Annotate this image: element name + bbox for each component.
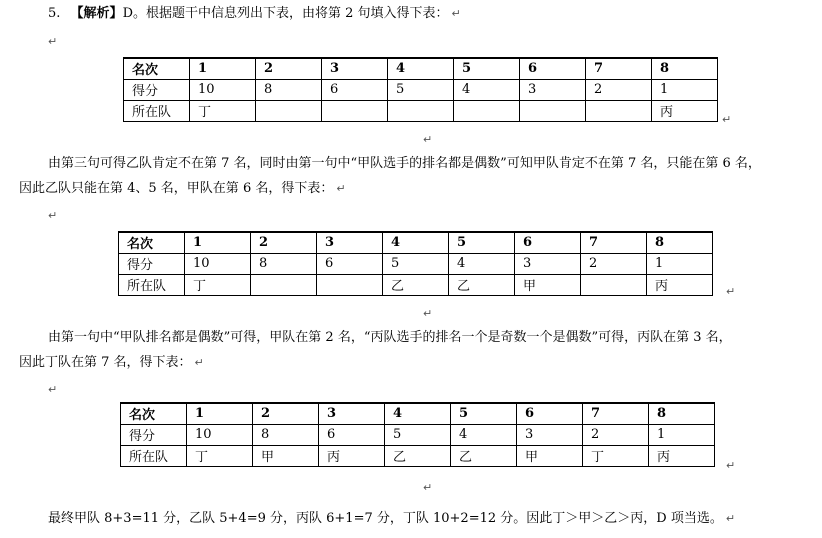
table-row bbox=[124, 58, 718, 79]
table-cell: 4 bbox=[383, 232, 449, 253]
table-cell: 所在队 bbox=[124, 100, 190, 121]
table-cell: 3 bbox=[319, 403, 385, 424]
paragraph-mark-icon: ↵ bbox=[451, 7, 461, 20]
table-cell: 8 bbox=[647, 232, 713, 253]
paragraph-2-line-1-text: 由第一句中“甲队排名都是偶数”可得，甲队在第 2 名，“丙队选手的排名一个是奇数一个是偶数”可得，丙队在第 3 名， bbox=[48, 330, 732, 345]
table-cell: 2 bbox=[583, 424, 649, 445]
table-cell: 乙 bbox=[451, 445, 517, 466]
table-cell: 10 bbox=[187, 424, 253, 445]
rank-table-3 bbox=[120, 402, 715, 467]
heading-text: D。根据题干中信息列出下表，由将第 2 句填入得下表： bbox=[122, 6, 449, 21]
table-cell: 乙 bbox=[383, 274, 449, 295]
table-cell: 2 bbox=[256, 58, 322, 79]
table-cell: 6 bbox=[322, 79, 388, 100]
table-cell: 得分 bbox=[121, 424, 187, 445]
table-cell bbox=[520, 100, 586, 121]
table-cell: 3 bbox=[515, 253, 581, 274]
table-cell: 5 bbox=[383, 253, 449, 274]
analysis-tag: 【解析】 bbox=[70, 6, 123, 21]
table-cell: 甲 bbox=[517, 445, 583, 466]
table-cell: 8 bbox=[253, 424, 319, 445]
table-cell: 8 bbox=[652, 58, 718, 79]
table-cell: 6 bbox=[517, 403, 583, 424]
paragraph-2-line-2-text: 因此丁队在第 7 名，得下表： bbox=[19, 355, 192, 370]
paragraph-mark-icon: ↵ bbox=[726, 285, 736, 298]
table-cell: 名次 bbox=[119, 232, 185, 253]
table-cell: 2 bbox=[253, 403, 319, 424]
paragraph-mark-icon: ↵ bbox=[423, 133, 433, 146]
table-cell: 3 bbox=[520, 79, 586, 100]
table-cell bbox=[454, 100, 520, 121]
table-row bbox=[121, 424, 715, 445]
table-cell: 1 bbox=[185, 232, 251, 253]
table-cell: 名次 bbox=[124, 58, 190, 79]
table-cell: 1 bbox=[649, 424, 715, 445]
table-cell: 3 bbox=[317, 232, 383, 253]
table-cell: 4 bbox=[449, 253, 515, 274]
table-cell: 所在队 bbox=[119, 274, 185, 295]
question-number: 5. bbox=[48, 6, 61, 21]
table-cell: 2 bbox=[586, 79, 652, 100]
table-cell: 名次 bbox=[121, 403, 187, 424]
table-cell: 5 bbox=[385, 424, 451, 445]
table-cell: 甲 bbox=[253, 445, 319, 466]
final-conclusion bbox=[48, 511, 735, 527]
table-cell: 丁 bbox=[187, 445, 253, 466]
table-cell: 4 bbox=[388, 58, 454, 79]
table-cell: 丙 bbox=[652, 100, 718, 121]
table-cell: 5 bbox=[449, 232, 515, 253]
table-cell: 丙 bbox=[649, 445, 715, 466]
table-cell: 所在队 bbox=[121, 445, 187, 466]
paragraph-mark-icon: ↵ bbox=[194, 356, 204, 369]
table-cell bbox=[251, 274, 317, 295]
table-cell: 得分 bbox=[119, 253, 185, 274]
table-cell: 6 bbox=[317, 253, 383, 274]
table-cell: 2 bbox=[251, 232, 317, 253]
table-cell: 10 bbox=[190, 79, 256, 100]
table-cell bbox=[322, 100, 388, 121]
paragraph-mark-icon: ↵ bbox=[725, 512, 736, 525]
paragraph-mark-icon: ↵ bbox=[423, 481, 433, 494]
table-cell bbox=[317, 274, 383, 295]
table-row bbox=[119, 274, 713, 295]
table-cell: 7 bbox=[586, 58, 652, 79]
table-cell: 丁 bbox=[583, 445, 649, 466]
table-cell: 7 bbox=[583, 403, 649, 424]
table-row bbox=[124, 79, 718, 100]
table-cell: 3 bbox=[322, 58, 388, 79]
table-row bbox=[119, 232, 713, 253]
paragraph-1-line-2 bbox=[19, 181, 346, 197]
paragraph-1-line-1: 由第三句可得乙队肯定不在第 7 名，同时由第一句中“甲队选手的排名都是偶数”可知甲队肯定不在第 7 名，只能在第 6 名， bbox=[48, 156, 761, 171]
table-cell: 1 bbox=[652, 79, 718, 100]
table-cell bbox=[581, 274, 647, 295]
table-cell: 乙 bbox=[449, 274, 515, 295]
table-cell: 5 bbox=[388, 79, 454, 100]
table-row bbox=[121, 403, 715, 424]
table-cell: 2 bbox=[581, 253, 647, 274]
table-cell: 10 bbox=[185, 253, 251, 274]
question-heading bbox=[48, 6, 461, 22]
table-cell: 6 bbox=[515, 232, 581, 253]
paragraph-mark-icon: ↵ bbox=[336, 182, 346, 195]
table-cell: 7 bbox=[581, 232, 647, 253]
table-row bbox=[124, 100, 718, 121]
final-conclusion-text: 最终甲队 8+3=11 分，乙队 5+4=9 分，丙队 6+1=7 分，丁队 10+2=12 分。因此丁＞甲＞乙＞丙，D 项当选。 bbox=[48, 511, 723, 526]
table-cell: 丙 bbox=[647, 274, 713, 295]
paragraph-2-line-2 bbox=[19, 355, 204, 371]
table-cell: 6 bbox=[520, 58, 586, 79]
table-row bbox=[119, 253, 713, 274]
table-cell bbox=[388, 100, 454, 121]
table-cell: 1 bbox=[190, 58, 256, 79]
table-cell: 5 bbox=[454, 58, 520, 79]
table-cell: 4 bbox=[385, 403, 451, 424]
table-cell: 6 bbox=[319, 424, 385, 445]
table-cell bbox=[586, 100, 652, 121]
table-cell: 1 bbox=[187, 403, 253, 424]
paragraph-2-line-1 bbox=[48, 330, 732, 346]
table-cell: 4 bbox=[451, 424, 517, 445]
paragraph-1-line-2-text: 因此乙队只能在第 4、5 名，甲队在第 6 名，得下表： bbox=[19, 181, 334, 196]
table-cell: 8 bbox=[251, 253, 317, 274]
rank-table-2 bbox=[118, 231, 713, 296]
table-cell: 1 bbox=[647, 253, 713, 274]
paragraph-mark-icon: ↵ bbox=[423, 307, 433, 320]
table-row bbox=[121, 445, 715, 466]
table-cell: 8 bbox=[649, 403, 715, 424]
paragraph-mark-icon: ↵ bbox=[722, 113, 732, 126]
table-cell: 丁 bbox=[190, 100, 256, 121]
table-cell: 5 bbox=[451, 403, 517, 424]
paragraph-mark-icon: ↵ bbox=[48, 209, 58, 222]
table-cell bbox=[256, 100, 322, 121]
table-cell: 丁 bbox=[185, 274, 251, 295]
table-cell: 得分 bbox=[124, 79, 190, 100]
table-cell: 乙 bbox=[385, 445, 451, 466]
table-cell: 丙 bbox=[319, 445, 385, 466]
paragraph-mark-icon: ↵ bbox=[48, 35, 58, 48]
rank-table-1 bbox=[123, 57, 718, 122]
paragraph-mark-icon: ↵ bbox=[726, 459, 736, 472]
table-cell: 4 bbox=[454, 79, 520, 100]
table-cell: 3 bbox=[517, 424, 583, 445]
table-cell: 8 bbox=[256, 79, 322, 100]
table-cell: 甲 bbox=[515, 274, 581, 295]
paragraph-mark-icon: ↵ bbox=[48, 383, 58, 396]
